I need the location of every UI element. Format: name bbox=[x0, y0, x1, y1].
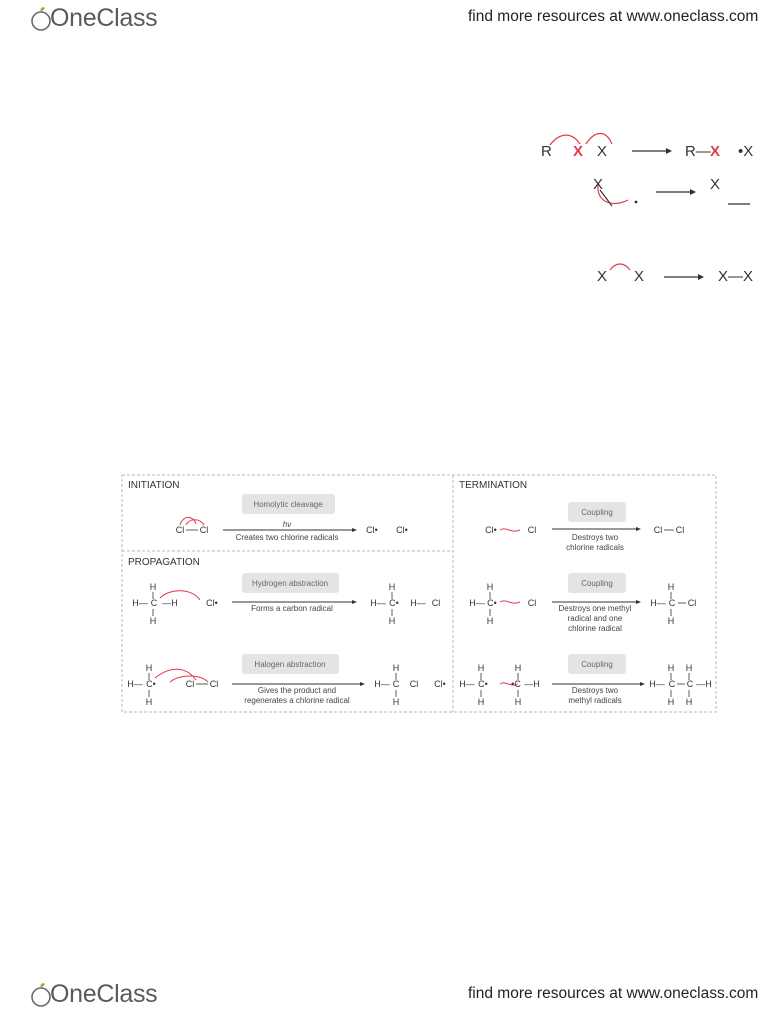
p2-prod-cl: Cl bbox=[409, 679, 419, 689]
h-abstraction-caption: Forms a carbon radical bbox=[251, 604, 333, 613]
fragment-x-red: X bbox=[573, 143, 584, 160]
coupling2-caption-1: Destroys one methyl bbox=[558, 604, 632, 613]
t2-prod-c: C bbox=[668, 598, 676, 608]
init-prod-cl-1: Cl• bbox=[366, 525, 378, 535]
init-prod-cl-2: Cl• bbox=[396, 525, 408, 535]
fragment-row3-x-right: X bbox=[634, 268, 645, 285]
p1-h-top: H bbox=[149, 582, 157, 592]
footer-logo[interactable] bbox=[30, 980, 157, 1009]
p1-h-left: H— bbox=[132, 598, 148, 608]
fragment-row3-product: X—X bbox=[718, 268, 754, 285]
fragment-row2-x: X bbox=[593, 176, 604, 193]
t3-prod-h-bottom-1: H bbox=[667, 697, 675, 707]
fragment-row3-x-left: X bbox=[597, 268, 608, 285]
logo-text: OneClass bbox=[50, 4, 158, 32]
coupling-label-3: Coupling bbox=[581, 660, 613, 669]
t1-prod-cl-1: Cl bbox=[653, 525, 663, 535]
t2-h-left: H— bbox=[469, 598, 485, 608]
t1-cl-2: Cl bbox=[527, 525, 537, 535]
coupling3-caption-2: methyl radicals bbox=[568, 696, 622, 705]
x-abstraction-caption-2: regenerates a chlorine radical bbox=[244, 696, 350, 705]
fragment-x: X bbox=[597, 143, 608, 160]
t2-prod-h-bottom: H bbox=[667, 616, 675, 626]
t3-prod-h-left: H— bbox=[649, 679, 665, 689]
p2-prod-h-bottom: H bbox=[392, 697, 400, 707]
p1-prod-hcl: H— bbox=[410, 598, 426, 608]
coupling3-caption-1: Destroys two bbox=[571, 686, 619, 695]
t1-cl-1: Cl• bbox=[485, 525, 497, 535]
t2-prod-cl: Cl bbox=[687, 598, 697, 608]
x-abstraction-label: Halogen abstraction bbox=[254, 660, 326, 669]
termination-title: TERMINATION bbox=[459, 480, 528, 491]
p1-cl: Cl• bbox=[206, 598, 218, 608]
t3-h-left: H— bbox=[459, 679, 475, 689]
t2-prod-h-top: H bbox=[667, 582, 675, 592]
t3-h-bottom-1: H bbox=[477, 697, 485, 707]
t3-prod-h-top-2: H bbox=[685, 663, 693, 673]
initiation-caption: Creates two chlorine radicals bbox=[235, 533, 339, 542]
t2-h-bottom: H bbox=[486, 616, 494, 626]
p1-prod-h-top: H bbox=[388, 582, 396, 592]
t1-prod-cl-2: Cl bbox=[675, 525, 685, 535]
p1-prod-h-left: H— bbox=[370, 598, 386, 608]
propagation-title: PROPAGATION bbox=[128, 557, 200, 568]
p2-prod-h-left: H— bbox=[374, 679, 390, 689]
p2-cl-1: Cl bbox=[185, 679, 195, 689]
t2-h-top: H bbox=[486, 582, 494, 592]
t3-prod-h-top-1: H bbox=[667, 663, 675, 673]
t2-cl: Cl bbox=[527, 598, 537, 608]
coupling1-caption-2: chlorine radicals bbox=[566, 543, 624, 552]
fragment-product-r: R— bbox=[685, 143, 711, 160]
header-tagline[interactable]: find more resources at www.oneclass.com bbox=[468, 8, 759, 25]
coupling2-caption-3: chlorine radical bbox=[568, 624, 622, 633]
x-abstraction-caption-1: Gives the product and bbox=[257, 686, 337, 695]
coupling-label-2: Coupling bbox=[581, 579, 613, 588]
homolytic-label: Homolytic cleavage bbox=[253, 500, 323, 509]
t3-prod-h-right: —H bbox=[696, 679, 712, 689]
coupling-label-1: Coupling bbox=[581, 508, 613, 517]
p1-prod-cl: Cl bbox=[431, 598, 441, 608]
footer-tagline[interactable]: find more resources at www.oneclass.com bbox=[468, 985, 759, 1002]
p1-c: C bbox=[150, 598, 158, 608]
fragment-radical: •X bbox=[738, 143, 754, 160]
t3-c-2: •C bbox=[511, 679, 521, 689]
coupling2-caption-2: radical and one bbox=[567, 614, 623, 623]
fragment-r: R bbox=[541, 143, 552, 160]
p1-prod-h-bottom: H bbox=[388, 616, 396, 626]
t3-h-right: —H bbox=[524, 679, 540, 689]
p1-h-bottom: H bbox=[149, 616, 157, 626]
t3-h-bottom-2: H bbox=[514, 697, 522, 707]
t3-h-top-1: H bbox=[477, 663, 485, 673]
init-cl-1: Cl bbox=[175, 525, 185, 535]
initiation-title: INITIATION bbox=[128, 480, 180, 491]
p2-prod-c: C bbox=[392, 679, 400, 689]
t3-c-1: C• bbox=[478, 679, 488, 689]
t2-prod-h-left: H— bbox=[650, 598, 666, 608]
p1-h-right: —H bbox=[162, 598, 178, 608]
p2-prod-h-top: H bbox=[392, 663, 400, 673]
p2-cl-2: Cl bbox=[209, 679, 219, 689]
p2-prod-cl-radical: Cl• bbox=[434, 679, 446, 689]
logo-text: OneClass bbox=[50, 980, 158, 1008]
p2-c: C• bbox=[146, 679, 156, 689]
init-cl-2: Cl bbox=[199, 525, 209, 535]
h-abstraction-label: Hydrogen abstraction bbox=[251, 579, 329, 588]
t3-prod-c-1: C bbox=[668, 679, 676, 689]
coupling1-caption-1: Destroys two bbox=[571, 533, 619, 542]
t3-prod-c-2: C bbox=[686, 679, 694, 689]
p1-prod-c: C• bbox=[389, 598, 399, 608]
p2-h-top: H bbox=[145, 663, 153, 673]
p2-h-left: H— bbox=[127, 679, 143, 689]
figure-frame bbox=[122, 475, 716, 712]
oneclass-leaf-icon bbox=[30, 982, 52, 1008]
fragment-product-x-red: X bbox=[710, 143, 721, 160]
t3-prod-h-bottom-2: H bbox=[685, 697, 693, 707]
fragment-row2-product: X bbox=[710, 176, 721, 193]
p2-h-bottom: H bbox=[145, 697, 153, 707]
hv-label: hν bbox=[282, 520, 292, 529]
t2-c: C• bbox=[487, 598, 497, 608]
t3-h-top-2: H bbox=[514, 663, 522, 673]
